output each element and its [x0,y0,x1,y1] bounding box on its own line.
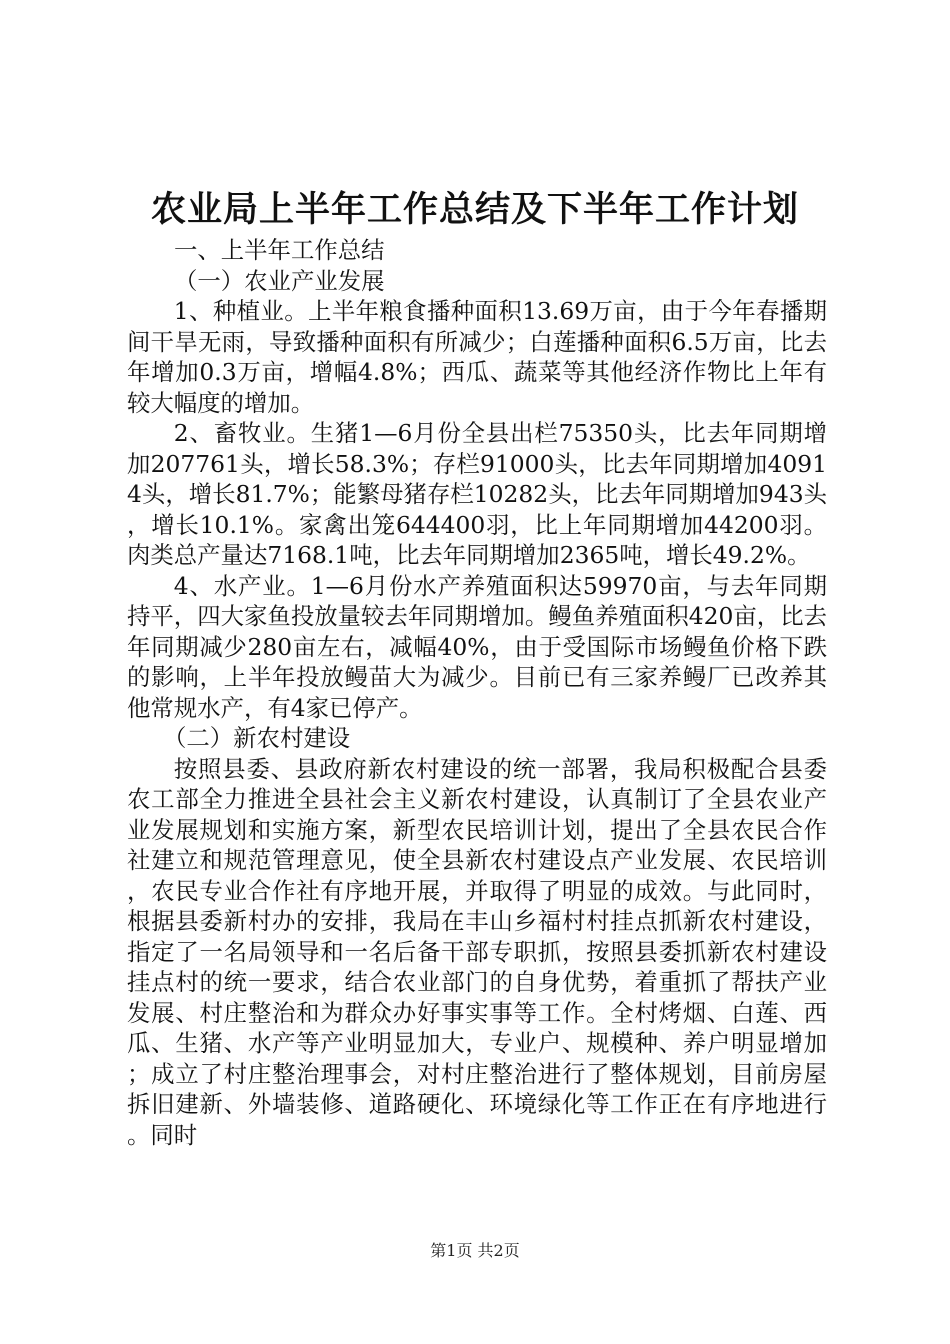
page-number-footer: 第1页 共2页 [430,1241,520,1260]
section-heading-1: 一、上半年工作总结 [174,236,385,264]
paragraph-planting: 1、种植业。上半年粮食播种面积13.69万亩，由于今年春播期间干旱无雨，导致播种面积有所减少；白莲播种面积6.5万亩，比去年增加0.3万亩，增幅4.8%；西瓜、蔬菜等其他经济作物比上年有较大幅度的增加。 [127,297,827,417]
paragraph-aquaculture: 4、水产业。1—6月份水产养殖面积达59970亩，与去年同期持平，四大家鱼投放量较去年同期增加。鳗鱼养殖面积420亩，比去年同期减少280亩左右，减幅40%，由于受国际市场鳗鱼价格下跌的影响，上半年投放鳗苗大为减少。目前已有三家养鳗厂已改养其他常规水产，有4家已停产。 [127,571,827,722]
document-body [127,235,827,1150]
paragraph-livestock: 2、畜牧业。生猪1—6月份全县出栏75350头，比去年同期增加207761头，增长58.3%；存栏91000头，比去年同期增加40914头，增长81.7%；能繁母猪存栏10282头，比去年同期增加943头，增长10.1%。家禽出笼644400羽，比上年同期增加44200羽。肉类总产量达7168.1吨，比去年同期增加2365吨，增长49.2%。 [127,419,827,569]
subsection-heading-1: （一）农业产业发展 [174,266,385,295]
subsection-heading-2: （二）新农村建设 [163,724,351,752]
paragraph-new-countryside: 按照县委、县政府新农村建设的统一部署，我局积极配合县委农工部全力推进全县社会主义新农村建设，认真制订了全县农业产业发展规划和实施方案，新型农民培训计划，提出了全县农民合作社建立和规范管理意见，使全县新农村建设点产业发展、农民培训，农民专业合作社有序地开展，并取得了明显的成效。与此同时，根据县委新村办的安排，我局在丰山乡福村村挂点抓新农村建设，指定了一名局领导和一名后备干部专职抓，按照县委抓新农村建设挂点村的统一要求，结合农业部门的自身优势，着重抓了帮扶产业发展、村庄整治和为群众办好事实事等工作。全村烤烟、白莲、西瓜、生猪、水产等产业明显加大，专业户、规模种、养户明显增加；成立了村庄整治理事会，对村庄整治进行了整体规划，目前房屋拆旧建新、外墙装修、道路硬化、环境绿化等工作正在有序地进行。同时 [127,754,827,1149]
document-title: 农业局上半年工作总结及下半年工作计划 [150,189,799,230]
